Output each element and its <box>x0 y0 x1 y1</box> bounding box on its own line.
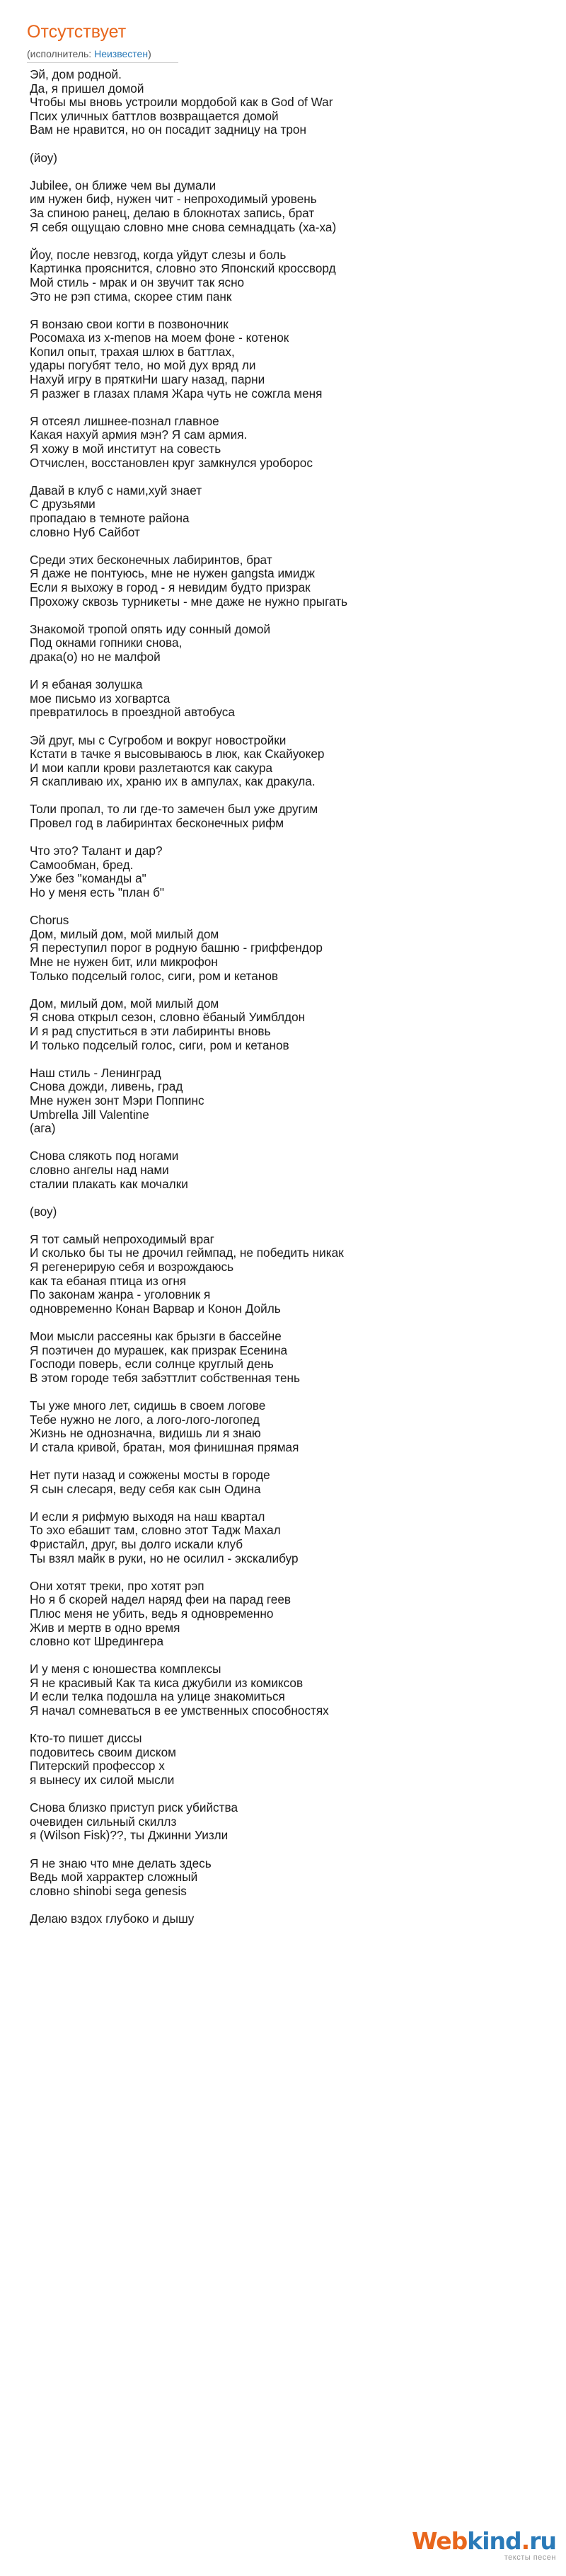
logo-dot: . <box>521 2527 530 2555</box>
artist-suffix: ) <box>148 48 151 59</box>
artist-prefix: (исполнитель: <box>27 48 95 59</box>
logo-subtitle: тексты песен <box>504 2553 556 2562</box>
logo-wordmark <box>412 2529 556 2553</box>
logo-web: Web <box>412 2527 468 2555</box>
artist-link[interactable]: Неизвестен <box>94 48 149 59</box>
site-logo[interactable] <box>412 2529 556 2562</box>
logo-kind: kind <box>467 2527 521 2555</box>
lyrics-text: Эй, дом родной. Да, я пришел домой Чтобы мы вновь устроили мордобой как в God of War Псих уличных баттлов возвращается домой Вам не нравится, но он посадит задницу на трон (йоу) Jubilee, он ближе чем вы думали им нужен биф, нужен чит - непроходимый уровень За спиною ранец, делаю в блокнотах запись, брат Я себя ощущаю словно мне снова семнадцать (ха-ха) Йоу, после невзгод, когда уйдут слезы и боль Картинка прояснится, словно это Японский кроссворд Мой стиль - мрак и он звучит так ясно Это не рэп стима, скорее стим панк Я вонзаю свои когти в позвоночник Росомаха из x-menов на моем фоне - котенок Копил опыт, трахая шлюх в баттлах, удары погубят тело, но мой дух вряд ли Нахуй игру в пряткиНи шагу назад, парни Я разжег в глазах пламя Жара чуть не сожгла меня Я отсеял лишнее-познал главное Какая нахуй армия мэн? Я сам армия. Я хожу в мой институт на совесть Отчислен, восстановлен круг замкнулся уроборос Давай в клуб с нами,хуй знает С друзьями пропадаю в темноте района словно Нуб Сайбот Среди этих бесконечных лабиринтов, брат Я даже не понтуюсь, мне не нужен gangsta имидж Если я выхожу в город - я невидим будто призрак Прохожу сквозь турникеты - мне даже не нужно прыгать Знакомой тропой опять иду сонный домой Под окнами гопники снова, драка(о) но не малфой И я ебаная золушка мое письмо из хогвартса превратилось в проездной автобуса Эй друг, мы с Сугробом и вокруг новостройки Кстати в тачке я высовываюсь в люк, как Скайуокер И мои капли крови разлетаются как сакура Я скапливаю их, храню их в ампулах, как дракула. Толи пропал, то ли где-то замечен был уже другим Провел год в лабиринтах бесконечных рифм Что это? Талант и дар? Самообман, бред. Уже без "команды а" Но у меня есть "план б" Chorus Дом, милый дом, мой милый дом Я переступил порог в родную башню - гриффендор Мне не нужен бит, или микрофон Только подселый голос, сиги, ром и кетанов Дом, милый дом, мой милый дом Я снова открыл сезон, словно ёбаный Уимблдон И я рад спуститься в эти лабиринты вновь И только подселый голос, сиги, ром и кетанов Наш стиль - Ленинград Снова дожди, ливень, град Мне нужен зонт Мэри Поппинс Umbrella Jill Valentine (ага) Снова слякоть под ногами словно ангелы над нами сталии плакать как мочалки (воу) Я тот самый непроходимый враг И сколько бы ты не дрочил геймпад, не победить никак Я регенерирую себя и возрождаюсь как та ебаная птица из огня По законам жанра - уголовник я одновременно Конан Варвар и Конон Дойль Мои мысли рассеяны как брызги в бассейне Я поэтичен до мурашек, как призрак Есенина Господи поверь, если солнце круглый день В этом городе тебя забэттлит собственная тень Ты уже много лет, сидишь в своем логове Тебе нужно не лого, а лого-лого-логопед Жизнь не однозначна, видишь ли я знаю И стала кривой, братан, моя финишная прямая Нет пути назад и сожжены мосты в городе Я сын слесаря, веду себя как сын Одина И если я рифмую выходя на наш квартал То эхо ебашит там, словно этот Тадж Махал Фристайл, друг, вы долго искали клуб Ты взял майк в руки, но не осилил - экскалибур Они хотят треки, про хотят рэп Но я б скорей надел наряд феи на парад геев Плюс меня не убить, ведь я одновременно Жив и мертв в одно время словно кот Шредингера И у меня с юношества комплексы Я не красивый Как та киса джубили из комиксов И если телка подошла на улице знакомиться Я начал сомневаться в ее умственных способностях Кто-то пишет диссы подовитесь своим диском Питерский профессор х я вынесу их силой мысли Снова близко приступ риск убийства очевиден сильный скиллз я (Wilson Fisk)??, ты Джинни Уизли Я не знаю что мне делать здесь Ведь мой харрактер сложный словно shinobi sega genesis Делаю вздох глубоко и дышу <box>30 67 348 1926</box>
artist-line <box>27 48 178 63</box>
logo-tld: ru <box>529 2527 556 2555</box>
song-title: Отсутствует <box>27 22 127 42</box>
